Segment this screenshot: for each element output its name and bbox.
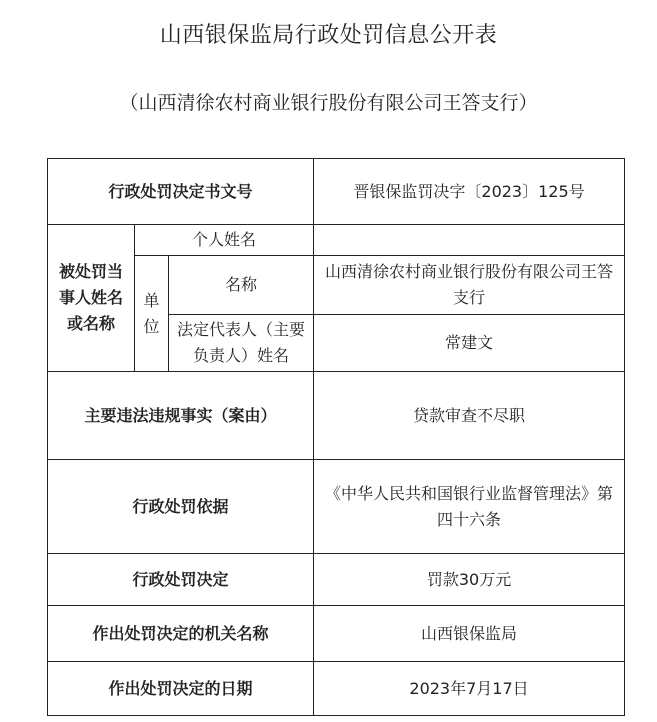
table-row xyxy=(48,606,625,662)
individual-name-value xyxy=(314,225,625,256)
decision-value: 罚款30万元 xyxy=(314,554,625,606)
page-title: 山西银保监局行政处罚信息公开表 xyxy=(159,23,498,48)
table-row xyxy=(48,554,625,606)
penalty-info-table xyxy=(47,158,625,716)
authority-label: 作出处罚决定的机关名称 xyxy=(48,606,314,662)
decision-label: 行政处罚决定 xyxy=(48,554,314,606)
date-value: 2023年7月17日 xyxy=(314,662,625,716)
legal-rep-label: 法定代表人（主要负责人）姓名 xyxy=(169,315,314,372)
table-row xyxy=(48,225,625,256)
table-row xyxy=(48,372,625,460)
individual-name-label: 个人姓名 xyxy=(135,225,314,256)
violation-value: 贷款审查不尽职 xyxy=(314,372,625,460)
table-row xyxy=(48,662,625,716)
basis-label: 行政处罚依据 xyxy=(48,460,314,554)
doc-number-label: 行政处罚决定书文号 xyxy=(48,159,314,225)
date-label: 作出处罚决定的日期 xyxy=(48,662,314,716)
authority-value: 山西银保监局 xyxy=(314,606,625,662)
table-row xyxy=(48,460,625,554)
table-row xyxy=(48,159,625,225)
violation-label: 主要违法违规事实（案由） xyxy=(48,372,314,460)
legal-rep-value: 常建文 xyxy=(314,315,625,372)
unit-label: 单位 xyxy=(135,256,169,372)
table-row xyxy=(48,256,625,315)
page-subtitle: （山西清徐农村商业银行股份有限公司王答支行） xyxy=(119,92,538,114)
basis-value: 《中华人民共和国银行业监督管理法》第四十六条 xyxy=(314,460,625,554)
doc-number-value: 晋银保监罚决字〔2023〕125号 xyxy=(314,159,625,225)
unit-name-value: 山西清徐农村商业银行股份有限公司王答支行 xyxy=(314,256,625,315)
unit-name-label: 名称 xyxy=(169,256,314,315)
party-group-label: 被处罚当事人姓名或名称 xyxy=(48,225,135,372)
